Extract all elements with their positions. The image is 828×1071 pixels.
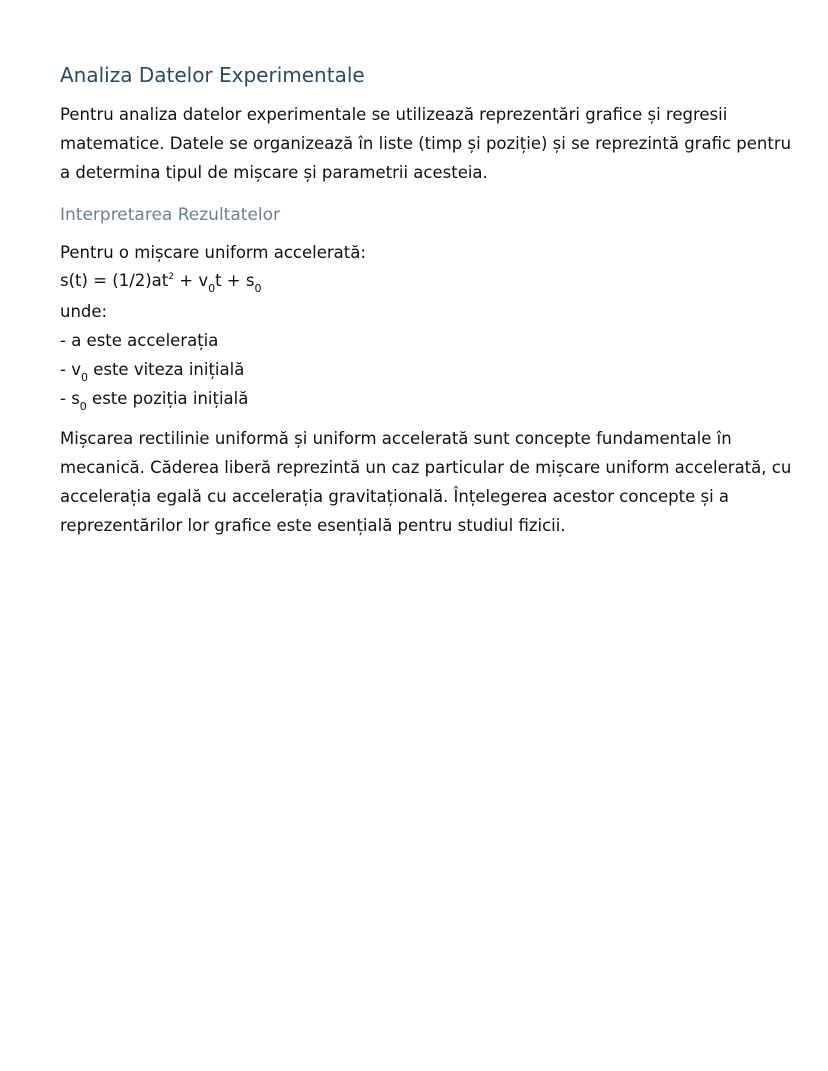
conclusion-line-2: mecanică. Căderea liberă reprezintă un caz particular de mișcare uniform accelerată, cu xyxy=(60,458,792,477)
def-s-subscript: 0 xyxy=(79,400,87,413)
unde-label: unde: xyxy=(60,302,108,321)
conclusion-paragraph xyxy=(60,424,792,540)
conclusion-line-1: Mișcarea rectilinie uniformă și uniform accelerată sunt concepte fundamentale în xyxy=(60,429,732,448)
def-v-text: este viteza inițială xyxy=(87,360,245,379)
intro-line-1: Pentru analiza datelor experimentale se utilizează reprezentări grafice și regresii xyxy=(60,105,728,124)
def-s-prefix: - s xyxy=(60,389,80,408)
conclusion-line-4: reprezentărilor lor grafice este esențială pentru studiul fizicii. xyxy=(60,516,566,535)
def-v-subscript: 0 xyxy=(80,371,88,384)
formula-exponent: 2 xyxy=(168,272,174,282)
intro-line-2: matematice. Datele se organizează în liste (timp și poziție) și se reprezintă grafic pentru xyxy=(60,134,792,153)
motion-formula xyxy=(60,271,262,295)
def-v-prefix: - v xyxy=(60,360,81,379)
formula-t-plus-s: t + s xyxy=(215,271,255,290)
formula-v-subscript: 0 xyxy=(208,282,216,295)
intro-paragraph xyxy=(60,100,792,187)
conclusion-line-3: accelerația egală cu accelerația gravitațională. Înțelegerea acestor concepte și a xyxy=(60,487,730,506)
uniform-accel-intro: Pentru o mișcare uniform accelerată: xyxy=(60,243,366,262)
formula-s-subscript: 0 xyxy=(254,282,262,295)
page-title: Analiza Datelor Experimentale xyxy=(60,63,365,87)
def-s-text: este poziția inițială xyxy=(86,389,249,408)
section-subheading: Interpretarea Rezultatelor xyxy=(60,205,280,225)
formula-lhs: s(t) = (1/2)at xyxy=(60,271,169,290)
definition-initial-velocity xyxy=(60,360,245,384)
definition-initial-position xyxy=(60,389,249,413)
formula-plus-v: + v xyxy=(174,271,209,290)
definition-acceleration: - a este accelerația xyxy=(60,331,219,350)
intro-line-3: a determina tipul de mișcare și parametrii acesteia. xyxy=(60,163,488,182)
